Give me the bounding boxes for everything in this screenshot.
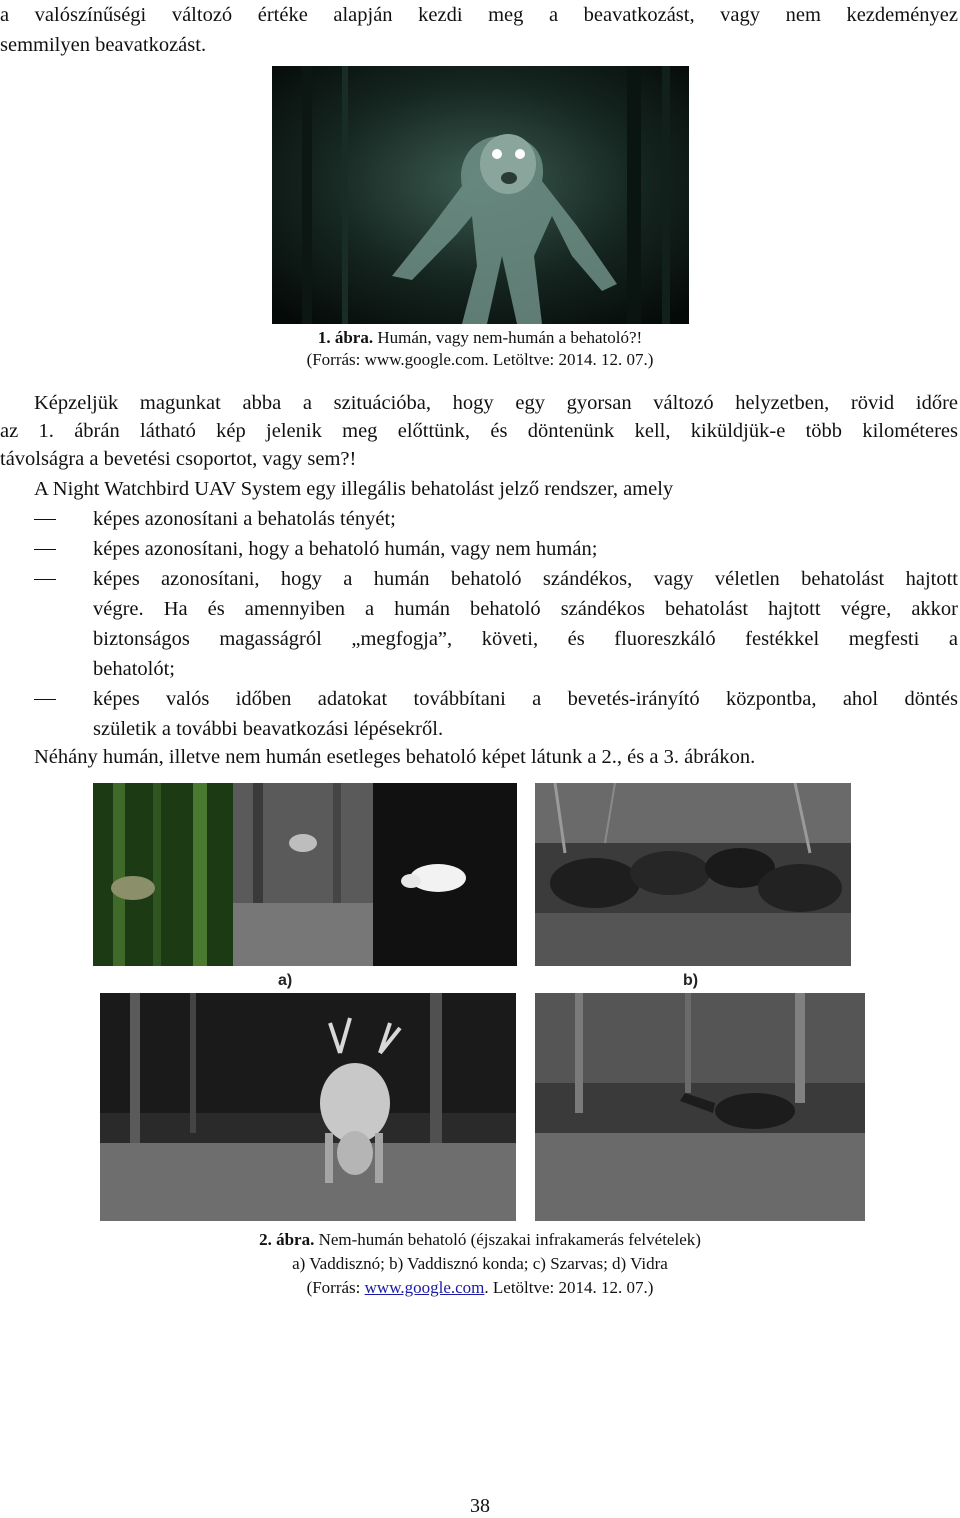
- figure-1-photo: [272, 66, 689, 324]
- figure-1-caption-title: Humán, vagy nem-humán a behatoló?!: [377, 328, 643, 347]
- otter-image: [535, 993, 865, 1221]
- top-text-line-1: a valószínűségi változó értéke alapján kezdi meg a beavatkozást, vagy nem kezdeményez: [0, 4, 958, 26]
- bullet-dash-4: [34, 699, 56, 700]
- para-2-line-1: A Night Watchbird UAV System egy illegális behatolást jelző rendszer, amely: [34, 478, 674, 500]
- bullet-3-line-1: képes azonosítani, hogy a humán behatoló szándékos, vagy véletlen behatolást hajtott: [93, 568, 958, 590]
- bullet-3-line-3: biztonságos magasságról „megfogja”, követi, és fluoreszkáló festékkel megfesti a: [93, 628, 958, 650]
- bullet-1: képes azonosítani a behatolás tényét;: [93, 508, 396, 530]
- figure-2-source-suffix: . Letöltve: 2014. 12. 07.): [484, 1278, 654, 1297]
- figure-1-caption: [0, 326, 960, 350]
- bullet-dash-1: [34, 519, 56, 520]
- figure-2-source: [0, 1276, 960, 1300]
- top-text-line-2: semmilyen beavatkozást.: [0, 34, 207, 56]
- para-1-line-3: távolságra a bevetési csoportot, vagy sem?!: [0, 448, 357, 470]
- figure-2a-photo: [93, 783, 517, 966]
- page-number: 38: [470, 1495, 490, 1517]
- wild-boar-herd-image: [535, 783, 851, 966]
- para-3-line-1: Néhány humán, illetve nem humán esetleges behatoló képet látunk a 2., és a 3. ábrákon.: [34, 746, 756, 768]
- figure-2-caption: [0, 1228, 960, 1252]
- para-1-line-1: Képzeljük magunkat abba a szituációba, hogy egy gyorsan változó helyzetben, rövid időre: [34, 392, 958, 414]
- bullet-dash-2: [34, 549, 56, 550]
- figure-2-caption-number: 2. ábra.: [259, 1230, 315, 1249]
- bullet-3-line-4: behatolót;: [93, 658, 175, 680]
- bullet-4-line-2: születik a további beavatkozási lépésekről.: [93, 718, 444, 740]
- figure-1-caption-number: 1. ábra.: [317, 328, 374, 347]
- bullet-3-line-2: végre. Ha és amennyiben a humán behatoló szándékos behatolást hajtott végre, akkor: [93, 598, 958, 620]
- para-1-line-2: az 1. ábrán látható kép jelenik meg előttünk, és döntenünk kell, kiküldjük-e több kilométeres: [0, 420, 958, 442]
- figure-2d-photo: [535, 993, 865, 1221]
- bullet-dash-3: [34, 579, 56, 580]
- figure-2c-photo: [100, 993, 516, 1221]
- figure-1-source: (Forrás: www.google.com. Letöltve: 2014. 12. 07.): [306, 350, 654, 369]
- humanoid-creature-image: [272, 66, 689, 324]
- figure-2-label-a: a): [278, 972, 293, 989]
- figure-2-caption-items: a) Vaddisznó; b) Vaddisznó konda; c) Szarvas; d) Vidra: [292, 1254, 668, 1273]
- bullet-2: képes azonosítani, hogy a behatoló humán, vagy nem humán;: [93, 538, 598, 560]
- figure-2-label-b: b): [683, 972, 699, 989]
- figure-2-source-prefix: (Forrás:: [306, 1278, 365, 1297]
- wild-boar-collage-image: [93, 783, 517, 966]
- bullet-4-line-1: képes valós időben adatokat továbbítani a bevetés-irányító központba, ahol döntés: [93, 688, 958, 710]
- figure-2b-photo: [535, 783, 851, 966]
- figure-2-caption-title: Nem-humán behatoló (éjszakai infrakamerás felvételek): [318, 1230, 701, 1249]
- figure-2-source-link[interactable]: www.google.com: [364, 1278, 485, 1297]
- deer-image: [100, 993, 516, 1221]
